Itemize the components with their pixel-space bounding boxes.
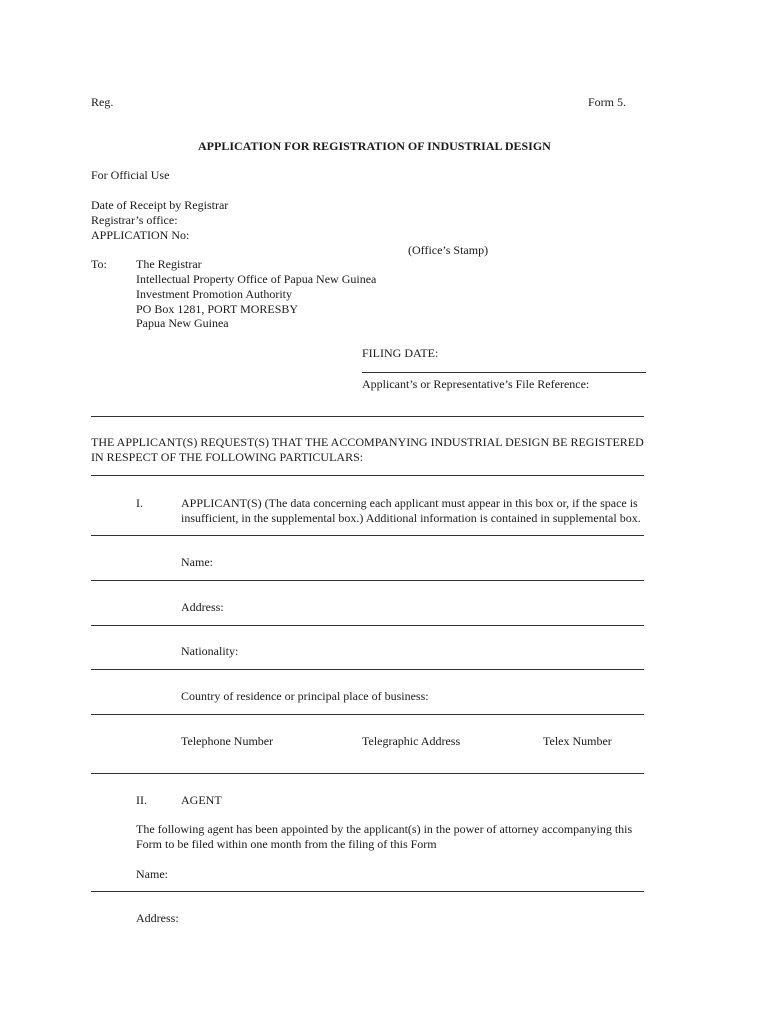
agent-name-label: Name: (136, 867, 168, 881)
to-address-line: Papua New Guinea (136, 316, 229, 330)
to-label: To: (91, 257, 107, 271)
to-address-line: Intellectual Property Office of Papua New Guinea (136, 272, 377, 286)
applicant-name-line[interactable] (91, 580, 644, 581)
contact-numbers-line[interactable] (91, 773, 644, 774)
file-reference-label: Applicant’s or Representative’s File Reference: (362, 377, 590, 391)
office-stamp-label: (Office’s Stamp) (408, 243, 489, 257)
section-2-heading: AGENT (181, 793, 222, 807)
application-no-label: APPLICATION No: (91, 228, 190, 242)
applicant-address-label: Address: (181, 600, 224, 614)
agent-address-label: Address: (136, 911, 179, 925)
applicant-country-line[interactable] (91, 714, 644, 715)
filing-date-line[interactable] (362, 372, 646, 373)
date-of-receipt-label: Date of Receipt by Registrar (91, 198, 229, 212)
section-1-numeral: I. (136, 496, 143, 510)
official-use-heading: For Official Use (91, 168, 170, 182)
to-address-line: Investment Promotion Authority (136, 287, 292, 301)
registrars-office-label: Registrar’s office: (91, 213, 178, 227)
form-number: Form 5. (588, 95, 627, 109)
applicant-address-line[interactable] (91, 625, 644, 626)
section-2-numeral: II. (136, 793, 147, 807)
section-1-text: insufficient, in the supplemental box.) Additional information is contained in supplemental box. (181, 511, 641, 525)
applicant-name-label: Name: (181, 555, 213, 569)
section-1-text: APPLICANT(S) (The data concerning each applicant must appear in this box or, if the space is (181, 496, 638, 510)
reg-label: Reg. (91, 95, 114, 109)
telegraphic-label: Telegraphic Address (362, 734, 461, 748)
applicant-nationality-label: Nationality: (181, 644, 239, 658)
telex-label: Telex Number (543, 734, 612, 748)
agent-name-line[interactable] (91, 891, 644, 892)
request-line: IN RESPECT OF THE FOLLOWING PARTICULARS: (91, 450, 364, 464)
to-address-line: PO Box 1281, PORT MORESBY (136, 302, 299, 316)
divider (91, 416, 644, 417)
section-2-text: The following agent has been appointed by the applicant(s) in the power of attorney accompanying this (136, 822, 633, 836)
applicant-country-label: Country of residence or principal place of business: (181, 689, 429, 703)
request-line: THE APPLICANT(S) REQUEST(S) THAT THE ACCOMPANYING INDUSTRIAL DESIGN BE REGISTERED (91, 435, 644, 449)
divider (91, 475, 644, 476)
telephone-label: Telephone Number (181, 734, 274, 748)
page-title: APPLICATION FOR REGISTRATION OF INDUSTRIAL DESIGN (198, 139, 551, 153)
divider (91, 535, 644, 536)
section-2-text: Form to be filed within one month from the filing of this Form (136, 837, 437, 851)
filing-date-label: FILING DATE: (362, 346, 439, 360)
to-address-line: The Registrar (136, 257, 202, 271)
applicant-nationality-line[interactable] (91, 669, 644, 670)
